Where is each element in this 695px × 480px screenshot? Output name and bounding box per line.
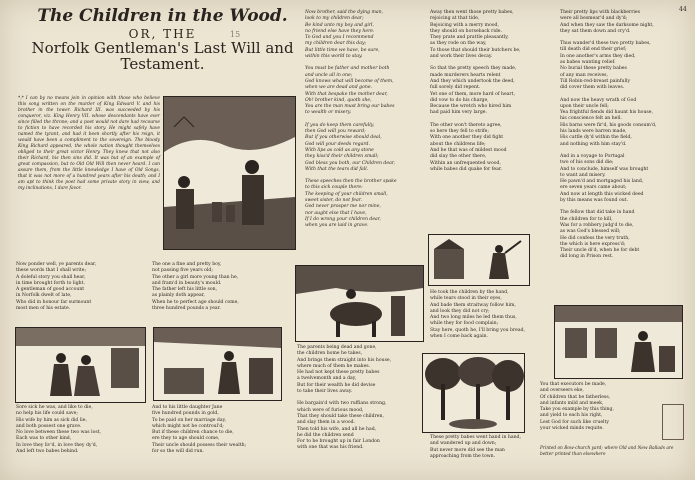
verse-line: A doleful story you shall hear, xyxy=(16,274,86,280)
verse-line: two of his sons did die; xyxy=(560,160,614,166)
verse-line: did cover them with leaves. xyxy=(560,85,625,91)
woodcut-ruffians-fight xyxy=(428,234,530,286)
verse-line: as babes wanting relief. xyxy=(560,60,616,66)
title-line-3: Norfolk Gentleman's Last Will and xyxy=(31,39,294,57)
pencil-mark: 15 xyxy=(230,30,241,39)
verse-line: With that bespake the mother dear, xyxy=(305,91,388,97)
verse-line: He took the children by the hand, xyxy=(430,290,509,295)
verse-line: You that executors be made, xyxy=(540,382,607,387)
verse-line: where much of them he makes. xyxy=(297,363,371,369)
verse-line: and work their lives decay. xyxy=(430,54,493,60)
verse-line: The father left his little son, xyxy=(152,287,218,293)
woodcut-dying-parents-image xyxy=(154,328,281,400)
verse-col4-middle xyxy=(430,290,540,340)
intro-note: *,* I can by no means join in opinion with those who believe this song written on the murder of King Edward V. and his brother in the tower. Richard III. was succeeded by his conqueror, viz. King Henry VII. whose descendants have ever since filled the throne; and a poet would not dare had recourse to fiction to have recorded his story. He might safely have named the tyrant, and had it been shortly after his reign, it would have been a compliment to the sovereign. The bloody King Richard appeared, the whole nation thought themselves obliged to their great victor Henry. They knew that not also their Richard, his then sins did. It was but of an example of great compassion, but to Old Old Will then never heard. I can assure them, from the little knowledge I have of Old Songs, that it was not more of a hundred years after his death; and I am apt to think the poet had some private story in view, and my inclinations, I dare favor. xyxy=(18,96,160,191)
woodcut-uncle-house-image xyxy=(555,306,682,378)
woodcut-uncle-house xyxy=(554,305,683,379)
verse-line: Take you example by this thing, xyxy=(540,407,614,413)
verse-line: a twelvemonth and a day, xyxy=(297,376,357,382)
verse-line: Till Robin-red-breast painfully xyxy=(560,78,631,84)
verse-line: no help his life could save; xyxy=(16,411,78,417)
verse-line: these words that I shall write; xyxy=(16,268,86,274)
verse-line: look to my children dear; xyxy=(305,16,364,22)
verse-line: did slay the other there, xyxy=(430,154,487,160)
woodcut-murderers xyxy=(163,96,296,250)
verse-line: while they for food complain; xyxy=(430,321,499,327)
verse-line: his lands were barren made, xyxy=(560,129,627,135)
verse-line: But for their wealth he did devise xyxy=(297,382,376,388)
verse-line: in Norfolk dwelt of late, xyxy=(16,293,72,299)
verse-col5-bottom xyxy=(540,382,660,432)
verse-line: as they rode on the way, xyxy=(430,41,487,47)
verse-line: ere seven years came about; xyxy=(560,185,627,191)
verse-line: And two long miles he led them thus, xyxy=(430,315,517,321)
verse-line: Yet one of them, more hard of heart, xyxy=(430,91,515,97)
verse-line: So that the pretty speech they made, xyxy=(430,66,517,72)
verse-line: approaching from the town. xyxy=(430,453,496,459)
verse-line: With one another they did fight xyxy=(430,135,504,141)
verse-col3-top xyxy=(305,10,420,230)
verse-line: And he that was of mildest mood xyxy=(430,147,507,153)
verse-line: they sat them down and cry'd. xyxy=(560,28,631,34)
verse-line: Rejoicing with a merry mood, xyxy=(430,22,499,28)
verse-line: five hundred pounds in gold, xyxy=(152,411,219,417)
verse-line: and look they did not cry; xyxy=(430,308,490,314)
verse-line: The other won't thereto agree, xyxy=(430,122,502,128)
verse-line: Yea frightful fiends did haunt his house, xyxy=(560,110,653,116)
verse-col4-bottom xyxy=(430,435,540,460)
printer-imprint: Printed on Bow-church yard; where Old and New Ballads are better printed than elsewhere xyxy=(540,446,674,457)
verse-line: His barns were fir'd, his goods consum'd, xyxy=(560,122,657,128)
verse-line: were all besmear'd and dy'd; xyxy=(560,16,628,22)
verse-col3-bottom xyxy=(297,345,417,452)
verse-line: and wandered up and down; xyxy=(430,441,497,447)
woodcut-gentleman-lady-image xyxy=(16,328,145,402)
verse-line: And in a voyage to Portugal xyxy=(560,153,625,159)
verse-line: That they should take these children, xyxy=(297,413,384,419)
verse-line: to take their lives away. xyxy=(297,389,353,395)
verse-line: while tears stood in their eyes, xyxy=(430,296,502,302)
verse-line: Then told his wife, and all he had, xyxy=(297,426,377,432)
verse-line: and nothing with him stay'd. xyxy=(560,141,627,147)
sheet-number: 44 xyxy=(679,6,687,13)
woodcut-murderers-image xyxy=(164,97,295,249)
verse-line: God never prosper me nor mine, xyxy=(305,204,381,210)
verse-col2-bottom xyxy=(152,405,282,455)
verse-col1-bottom xyxy=(16,405,146,455)
verse-line: To be paid on her marriage day, xyxy=(152,417,227,423)
woodcut-ruffians-fight-image xyxy=(429,235,529,285)
verse-line: These pretty babes went hand in hand, xyxy=(430,435,521,440)
verse-line: while babes did quake for fear. xyxy=(430,166,503,172)
verse-line: And they which undertook the deed, xyxy=(430,78,515,84)
verse-line: your wicked minds requite. xyxy=(540,426,604,432)
verse-line: not passing five years old; xyxy=(152,268,213,274)
verse-line: His wife by him as sick did lie, xyxy=(16,417,87,423)
verse-line: And brings them straight into his house, xyxy=(297,357,392,363)
verse-line: which might not be controul'd; xyxy=(152,423,224,429)
verse-line: And to conclude, himself was brought xyxy=(560,166,649,172)
verse-line: And now at length this wicked deed xyxy=(560,191,644,197)
verse-line: by this means was found out. xyxy=(560,198,628,204)
verse-line: my children dear this day; xyxy=(305,41,367,47)
verse-line: He had not kept these pretty babes xyxy=(297,370,380,376)
verse-line: To those that should their butchers be, xyxy=(430,47,521,53)
verse-line: If you do keep them carefully, xyxy=(305,122,375,128)
verse-col4-top xyxy=(430,10,540,173)
verse-line: the children home he takes, xyxy=(297,351,363,357)
verse-line: No love between these two was lost, xyxy=(16,430,101,436)
verse-line: He did confess the very truth, xyxy=(560,235,630,241)
verse-col5-top xyxy=(560,10,685,261)
verse-line: In one another's arms they died, xyxy=(560,53,636,59)
verse-line: The one a fine and pretty boy, xyxy=(152,262,222,267)
verse-line: they should on horseback ride. xyxy=(430,28,502,34)
verse-line: his conscience felt an hell. xyxy=(560,116,622,122)
verse-line: no friend else have they here. xyxy=(305,28,375,34)
verse-line: he did the children send xyxy=(297,432,354,438)
verse-line: and uncle all in one; xyxy=(305,72,353,78)
verse-line: Each was to other kind, xyxy=(16,436,72,442)
woodcut-horseback-image xyxy=(296,266,423,341)
verse-line: about the childrens life; xyxy=(430,141,486,147)
verse-line: Was for a robbery judg'd to die, xyxy=(560,222,634,228)
verse-line: made murderers hearts relent xyxy=(430,72,501,78)
verse-line: with one that was his friend. xyxy=(297,445,364,451)
verse-line: and fram'd in beauty's mould. xyxy=(152,280,222,286)
verse-line: within this world to stay. xyxy=(305,54,363,60)
verse-line: God knows what will become of them, xyxy=(305,78,394,84)
verse-line: did long in Prison rest. xyxy=(560,254,614,260)
verse-line: With lips as cold as any stone xyxy=(305,147,374,153)
woodcut-horseback xyxy=(295,265,424,342)
verse-line: Oh! brother kind, quoth she, xyxy=(305,97,372,103)
verse-line: Their pretty lips with blackberries xyxy=(560,10,640,15)
verse-line: Of children that be fatherless, xyxy=(540,394,611,400)
verse-line: for so the will did run. xyxy=(152,449,204,455)
verse-line: Who did in honour far surmount xyxy=(16,299,92,305)
verse-line: No burial these pretty babes xyxy=(560,66,627,72)
verse-line: the children for to kill, xyxy=(560,216,613,222)
verse-line: nor aught else that I have, xyxy=(305,210,367,216)
verse-line: ere they to age should come, xyxy=(152,436,220,442)
verse-line: to this sick couple there: xyxy=(305,185,363,191)
verse-line: had paid him very large. xyxy=(430,110,487,116)
verse-line: and overseers eke, xyxy=(540,388,584,394)
verse-line: He bargain'd with two ruffians strong, xyxy=(297,401,387,407)
verse-line: They prate and prattle pleasantly, xyxy=(430,35,509,41)
verse-line: You must be father and mother both xyxy=(305,66,390,72)
verse-line: And when they saw the darksome night, xyxy=(560,22,654,28)
verse-line: But if these children chance to die, xyxy=(152,430,234,436)
verse-line: The other a girl more young than he, xyxy=(152,274,239,280)
verse-line: But never more did see the man xyxy=(430,447,505,453)
verse-line: Thus wander'd these two pretty babes, xyxy=(560,41,651,47)
verse-line: Now ponder well, ye parents dear, xyxy=(16,262,97,267)
verse-line: full sorely did repent. xyxy=(430,85,481,91)
verse-line: The parents being dead and gone, xyxy=(297,345,377,350)
verse-line: When he to perfect age should come, xyxy=(152,299,239,305)
title-line-2: OR, THE xyxy=(128,27,197,41)
verse-line: And now the heavy wrath of God xyxy=(560,97,637,103)
verse-line: To God and you I recommend xyxy=(305,35,374,41)
verse-line: In love they liv'd, in love they dy'd, xyxy=(16,442,98,448)
woodcut-gentleman-lady xyxy=(15,327,146,403)
verse-line: to want and misery. xyxy=(560,172,606,178)
verse-col2-top xyxy=(152,262,282,312)
verse-line: His cattle dy'd within the field, xyxy=(560,135,632,141)
verse-line: You are the man must bring our babes xyxy=(305,104,395,110)
verse-line: He pawn'd and mortgaged his land, xyxy=(560,179,644,185)
verse-line: till death did end their grief; xyxy=(560,47,627,53)
verse-line: and yield to each his right, xyxy=(540,413,603,419)
verse-line: Now brother, said the dying man, xyxy=(305,10,384,15)
ballad-title xyxy=(30,8,295,72)
verse-line: as plainly doth appear, xyxy=(152,293,205,299)
title-line-1: The Children in the Wood. xyxy=(37,6,288,26)
title-line-4: Testament. xyxy=(120,55,205,73)
woodcut-children-trees xyxy=(422,353,525,433)
verse-line: the which is here express'd; xyxy=(560,241,626,247)
verse-line: in time brought forth to light. xyxy=(16,280,85,286)
verse-line: Sore sick he was, and like to die, xyxy=(16,405,93,410)
verse-line: upon their uncle fell; xyxy=(560,103,609,109)
verse-line: Their uncle di'd, when he for debt xyxy=(560,248,640,254)
woodcut-dying-parents xyxy=(153,327,282,401)
verse-line: so here they fell to strife; xyxy=(430,129,489,135)
verse-line: God bless you both, our Children dear, xyxy=(305,160,395,166)
verse-line: God will your deeds regard. xyxy=(305,141,370,147)
verse-line: And bade them straitway follow him, xyxy=(430,302,516,308)
woodcut-children-trees-image xyxy=(423,354,524,432)
verse-line: rejoicing at that tide, xyxy=(430,16,480,22)
verse-line: Be kind unto my boy and girl, xyxy=(305,22,374,28)
verse-line: most men of his estate. xyxy=(16,306,71,312)
verse-line: to wealth or misery. xyxy=(305,110,352,116)
verse-line: sweet sister, do not fear. xyxy=(305,198,362,204)
verse-line: three hundred pounds a year. xyxy=(152,306,221,312)
verse-line: did vow to do his charge, xyxy=(430,97,489,103)
verse-line: Lest God for such like cruelty xyxy=(540,419,609,425)
verse-line: These speeches then the brother spake xyxy=(305,179,397,185)
verse-line: But little time we have, be sure, xyxy=(305,47,380,53)
verse-line: For to be brought up in fair London xyxy=(297,439,380,445)
verse-line: of any man receives, xyxy=(560,72,608,78)
verse-line: they kiss'd their children small; xyxy=(305,154,379,160)
verse-line: With that the tears did fall. xyxy=(305,166,369,172)
verse-line: Within an unfrequented wood, xyxy=(430,160,501,166)
verse-line: If I do wrong your children dear, xyxy=(305,216,381,222)
verse-line: And left two babes behind. xyxy=(16,449,79,455)
verse-line: Their uncle should possess their wealth; xyxy=(152,442,247,448)
verse-line: and both possest one grave. xyxy=(16,423,82,429)
verse-line: when we are dead and gone. xyxy=(305,85,372,91)
verse-col1-top xyxy=(16,262,146,312)
verse-line: But if you otherwise should deal, xyxy=(305,135,382,141)
verse-line: Away then went those pretty babes, xyxy=(430,10,514,15)
verse-line: when I come back again. xyxy=(430,334,488,340)
verse-line: And to his little daughter Jane xyxy=(152,405,223,410)
verse-line: which were of furious mood, xyxy=(297,407,364,413)
verse-line: A gentleman of good account xyxy=(16,287,85,293)
library-stamp xyxy=(662,404,684,440)
verse-line: then God will you reward; xyxy=(305,129,366,135)
verse-line: and infants mild and meek, xyxy=(540,400,604,406)
verse-line: The keeping of your children small, xyxy=(305,191,388,197)
verse-line: as was God's blessed will; xyxy=(560,229,621,235)
verse-line: The fellow that did take in hand xyxy=(560,210,635,216)
verse-line: Stay here, quoth he, I'll bring you bread, xyxy=(430,327,526,333)
verse-line: and slay them in a wood. xyxy=(297,420,356,426)
verse-line: when you are laid in grave. xyxy=(305,223,369,229)
verse-line: Because the wretch who hired him xyxy=(430,104,512,110)
